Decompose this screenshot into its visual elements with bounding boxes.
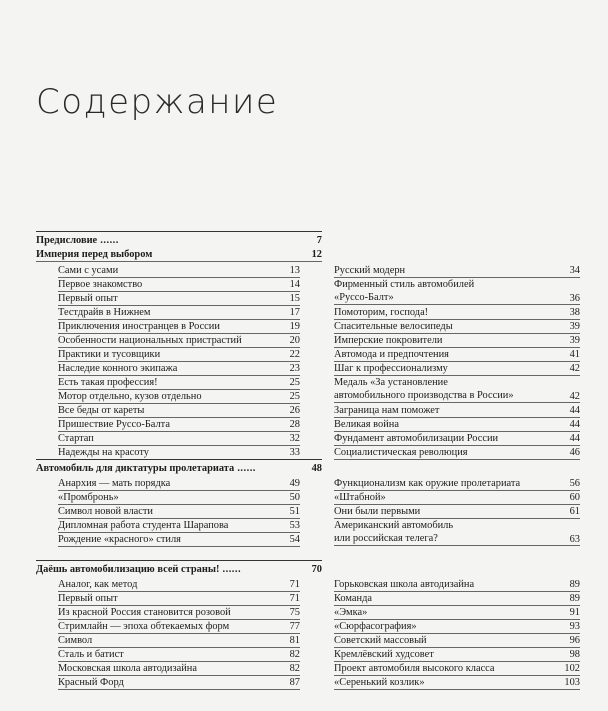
- toc-entry[interactable]: Первое знакомство 14: [58, 279, 300, 290]
- toc-entry[interactable]: Анархия — мать порядка 49: [58, 478, 300, 489]
- toc-entry[interactable]: Особенности национальных пристрастий 20: [58, 335, 300, 346]
- toc-entry[interactable]: Аналог, как метод 71: [58, 579, 300, 590]
- toc-entry[interactable]: Шаг к профессионализму 42: [334, 363, 580, 374]
- toc-entry[interactable]: Надежды на красоту 33: [58, 447, 300, 458]
- toc-entry[interactable]: Первый опыт 71: [58, 593, 300, 604]
- toc-entry[interactable]: Есть такая профессия! 25: [58, 377, 300, 388]
- toc-entry[interactable]: Социалистическая революция 46: [334, 447, 580, 458]
- toc-heading-chapter[interactable]: Даёшь автомобилизацию всей страны! ...... 70: [36, 563, 322, 576]
- toc-entry[interactable]: Стартап 32: [58, 433, 300, 444]
- toc-entry[interactable]: Горьковская школа автодизайна 89: [334, 579, 580, 590]
- toc-entry[interactable]: Из красной Россия становится розовой 75: [58, 607, 300, 618]
- toc-entry[interactable]: Первый опыт 15: [58, 293, 300, 304]
- toc-entry[interactable]: Тестдрайв в Нижнем 17: [58, 307, 300, 318]
- toc-entry[interactable]: Спасительные велосипеды 39: [334, 321, 580, 332]
- toc-entry[interactable]: Функционализм как оружие пролетариата 56: [334, 478, 580, 489]
- toc-entry[interactable]: Дипломная работа студента Шарапова 53: [58, 520, 300, 531]
- section-divider: [36, 459, 322, 460]
- toc-entry[interactable]: Московская школа автодизайна 82: [58, 663, 300, 674]
- toc-entry[interactable]: Наследие конного экипажа 23: [58, 363, 300, 374]
- toc-entry[interactable]: Символ новой власти 51: [58, 506, 300, 517]
- toc-entry[interactable]: Проект автомобиля высокого класса 102: [334, 663, 580, 674]
- toc-entry[interactable]: «Эмка» 91: [334, 607, 580, 618]
- toc-entry[interactable]: Великая война 44: [334, 419, 580, 430]
- toc-entry[interactable]: «Штабной» 60: [334, 492, 580, 503]
- toc-entry[interactable]: «Серенький козлик» 103: [334, 677, 580, 688]
- toc-entry[interactable]: Фундамент автомобилизации России 44: [334, 433, 580, 444]
- toc-entry[interactable]: Символ 81: [58, 635, 300, 646]
- toc-entry[interactable]: Команда 89: [334, 593, 580, 604]
- toc-entry[interactable]: Мотор отдельно, кузов отдельно 25: [58, 391, 300, 402]
- toc-entry[interactable]: Практики и тусовщики 22: [58, 349, 300, 360]
- toc-entry[interactable]: Стримлайн — эпоха обтекаемых форм 77: [58, 621, 300, 632]
- toc-entry[interactable]: Они были первыми 61: [334, 506, 580, 517]
- toc-entry[interactable]: Помоторим, господа! 38: [334, 307, 580, 318]
- section-divider: [36, 231, 322, 232]
- toc-heading-chapter[interactable]: Автомобиль для диктатуры пролетариата ...... 48: [36, 462, 322, 475]
- toc-entry-multiline[interactable]: Медаль «За установление автомобильного производства в России» 42: [334, 377, 580, 402]
- toc-entry-multiline[interactable]: Фирменный стиль автомобилей «Руссо-Балт» 36: [334, 279, 580, 304]
- toc-entry[interactable]: Сами с усами 13: [58, 265, 300, 276]
- toc-entry[interactable]: Имперские покровители 39: [334, 335, 580, 346]
- toc-entry[interactable]: Кремлёвский худсовет 98: [334, 649, 580, 660]
- toc-entry[interactable]: Приключения иностранцев в России 19: [58, 321, 300, 332]
- toc-entry[interactable]: Пришествие Руссо-Балта 28: [58, 419, 300, 430]
- toc-entry[interactable]: Заграница нам поможет 44: [334, 405, 580, 416]
- toc-entry[interactable]: Рождение «красного» стиля 54: [58, 534, 300, 545]
- toc-entry[interactable]: Русский модерн 34: [334, 265, 580, 276]
- toc-entry[interactable]: Сталь и батист 82: [58, 649, 300, 660]
- toc-entry[interactable]: «Промбронь» 50: [58, 492, 300, 503]
- toc-heading-preface[interactable]: Предисловие ...... 7: [36, 234, 322, 247]
- toc-entry[interactable]: Советский массовый 96: [334, 635, 580, 646]
- toc-entry-multiline[interactable]: Американский автомобиль или российская телега? 63: [334, 520, 580, 545]
- toc-entry[interactable]: «Сюрфасография» 93: [334, 621, 580, 632]
- page-title: Содержание: [36, 82, 279, 122]
- toc-heading-chapter[interactable]: Империя перед выбором 12: [36, 249, 322, 260]
- section-divider: [36, 560, 322, 561]
- toc-entry[interactable]: Все беды от кареты 26: [58, 405, 300, 416]
- toc-entry[interactable]: Автомода и предпочтения 41: [334, 349, 580, 360]
- toc-entry[interactable]: Красный Форд 87: [58, 677, 300, 688]
